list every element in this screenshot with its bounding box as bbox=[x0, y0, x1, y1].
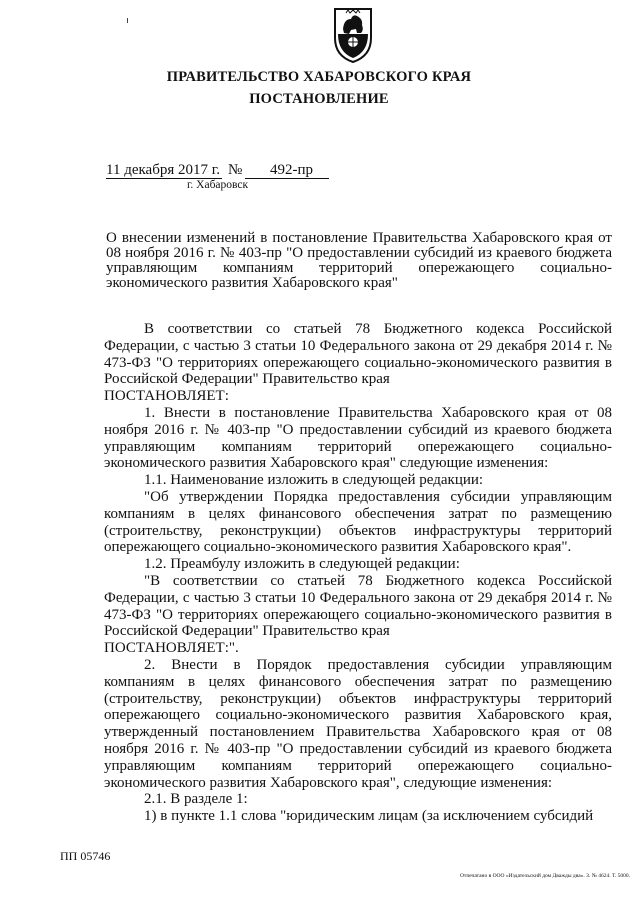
clause-2-1: 2.1. В разделе 1: bbox=[144, 791, 248, 808]
clause-1-2: 1.2. Преамбулу изложить в следующей редакции: bbox=[144, 556, 460, 573]
document-body bbox=[104, 321, 612, 825]
document-title: О внесении изменений в постановление Правительства Хабаровского края от 08 ноября 2016 г. № 403-пр "О предоставлении субсидий из краевого бюджета управляющим компаниям территорий опережающего социально-экономического развития Хабаровского края" bbox=[106, 230, 612, 291]
clause-2-1-item-1: 1) в пункте 1.1 слова "юридическим лицам (за исключением субсидий bbox=[144, 808, 594, 825]
coat-of-arms-icon bbox=[331, 6, 375, 64]
clause-1-1: 1.1. Наименование изложить в следующей редакции: bbox=[144, 472, 484, 489]
document-number: 492-пр bbox=[270, 162, 314, 178]
clause-1-2-resolution: ПОСТАНОВЛЯЕТ:". bbox=[104, 640, 239, 657]
document-code: ПП 05746 bbox=[60, 849, 111, 863]
document-date: 11 декабря 2017 г. bbox=[106, 162, 220, 178]
clause-1: 1. Внести в постановление Правительства Хабаровского края от 08 ноября 2016 г. № 403-пр "О предоставлении субсидий из краевого бюджета управляющим компаниям территорий опережающего социально-экономического развития Хабаровского края" следующие изменения: bbox=[104, 404, 612, 472]
document-city: г. Хабаровск bbox=[187, 179, 249, 191]
resolution-word: ПОСТАНОВЛЯЕТ: bbox=[104, 388, 229, 405]
clause-1-1-text: "Об утверждении Порядка предоставления субсидии управляющим компаниям в целях финансового обеспечения затрат по размещению (строительству, реконструкции) объектов инфраструктуры территорий опережающего социально-экономического развития Хабаровского края". bbox=[104, 488, 612, 556]
number-sign: № bbox=[228, 162, 243, 178]
clause-1-2-text: "В соответствии со статьей 78 Бюджетного кодекса Российской Федерации, с частью 3 статьи 10 Федерального закона от 29 декабря 2014 г. № 473-ФЗ "О территориях опережающего социально-экономического развития в Российской Федерации" Правительство края bbox=[104, 572, 612, 640]
number-underline bbox=[245, 178, 329, 179]
document-type: ПОСТАНОВЛЕНИЕ bbox=[249, 91, 389, 107]
printer-imprint: Отпечатано в ООО «Издательский дом Дважды два». З. № 4624. Т. 5000. bbox=[459, 873, 630, 879]
clause-2: 2. Внести в Порядок предоставления субсидии управляющим компаниям в целях финансового обеспечения затрат по размещению (строительству, реконструкции) объектов инфраструктуры территорий опережающего социально-экономического развития Хабаровского края, утвержденный постановлением Правительства Хабаровского края от 08 ноября 2016 г. № 403-пр "О предоставлении субсидий из краевого бюджета управляющим компаниям территорий опережающего социально-экономического развития Хабаровского края", следующие изменения: bbox=[104, 656, 612, 791]
preamble-paragraph: В соответствии со статьей 78 Бюджетного кодекса Российской Федерации, с частью 3 статьи 10 Федерального закона от 29 декабря 2014 г. № 473-ФЗ "О территориях опережающего социально-экономического развития в Российской Федерации" Правительство края bbox=[104, 321, 612, 388]
organization-name: ПРАВИТЕЛЬСТВО ХАБАРОВСКОГО КРАЯ bbox=[166, 69, 472, 85]
scan-mark bbox=[127, 18, 128, 23]
